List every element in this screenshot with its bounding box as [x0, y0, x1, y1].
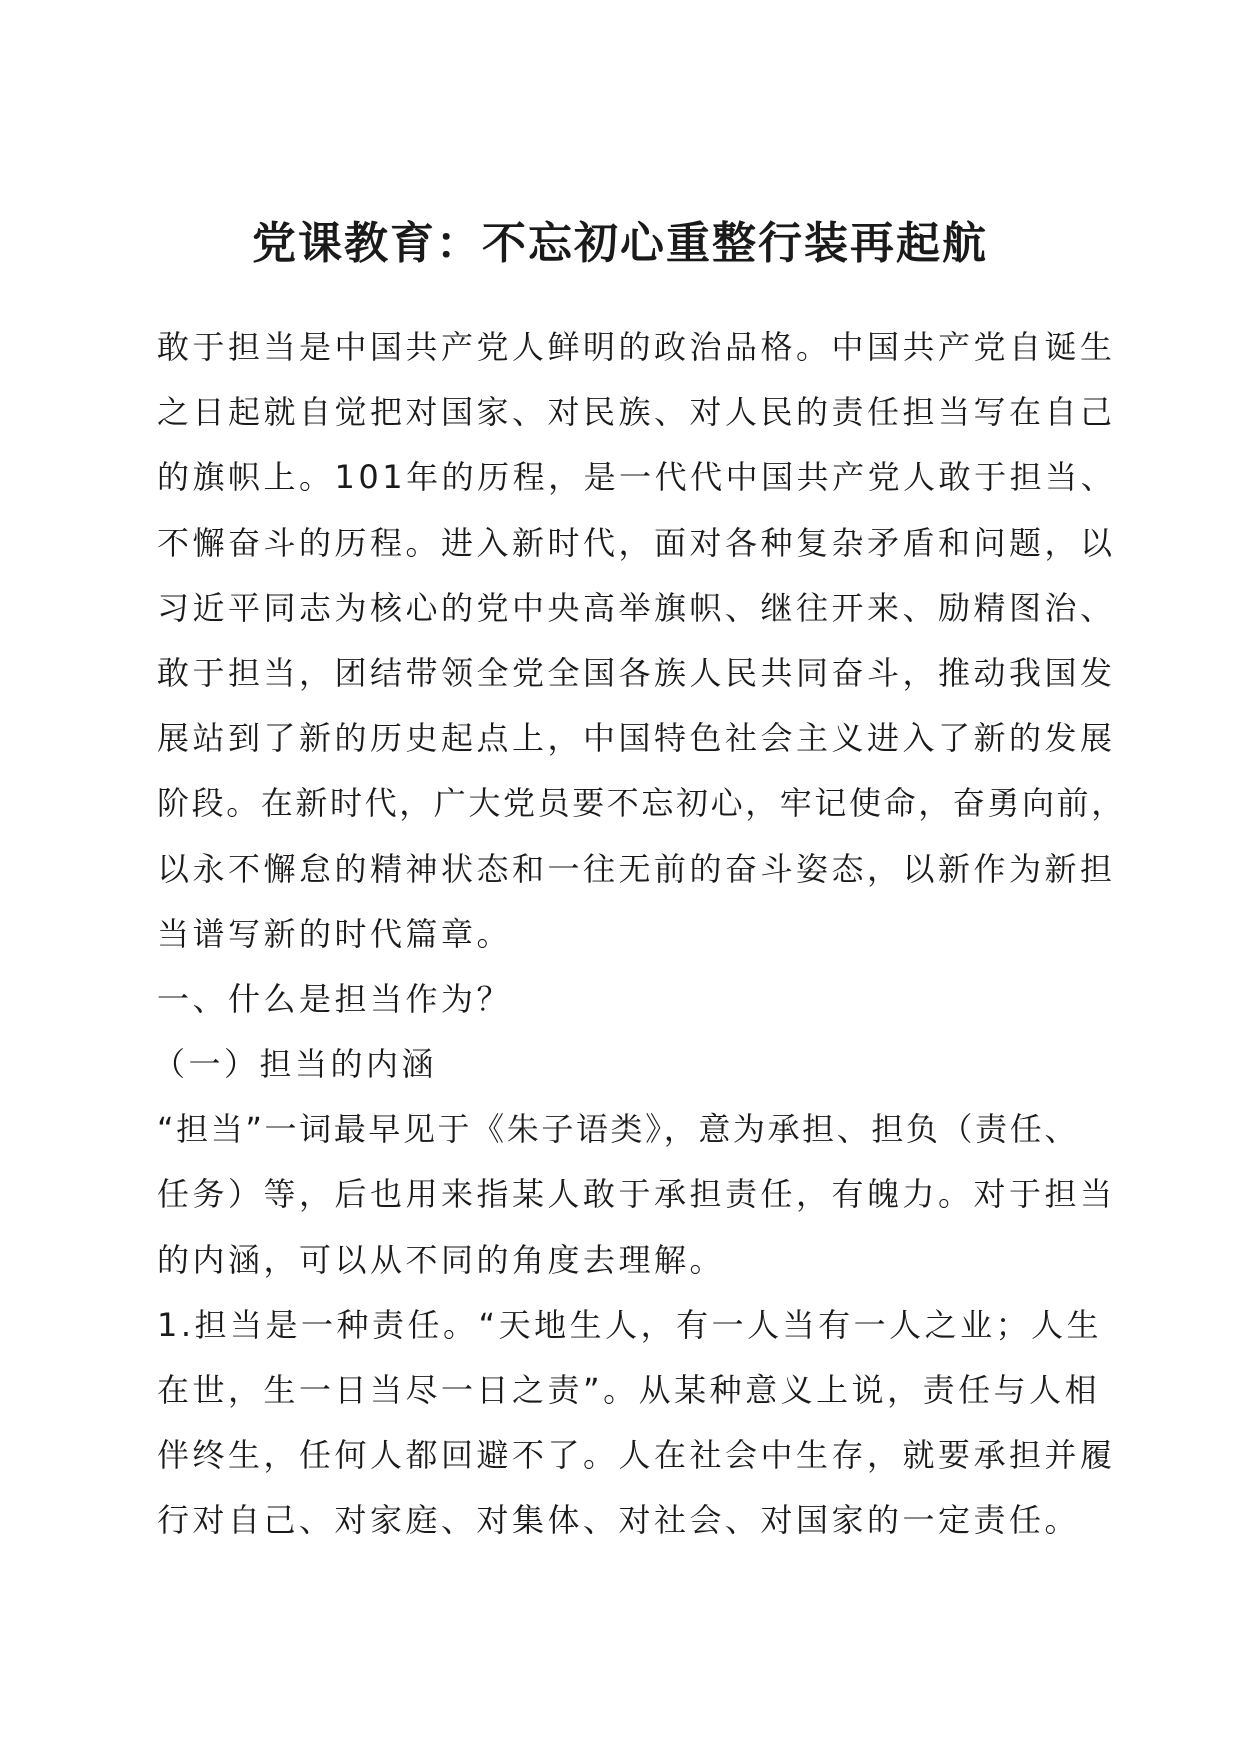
- subsection-heading: （一）担当的内涵: [153, 1045, 438, 1084]
- text-line: 之日起就自觉把对国家、对民族、对人民的责任担当写在自己: [157, 393, 1116, 432]
- text-line: 当谱写新的时代篇章。: [157, 914, 513, 953]
- document-body: [153, 315, 1126, 1554]
- text-line: 阶段。在新时代，广大党员要不忘初心，牢记使命，奋勇向前，: [157, 784, 1126, 823]
- text-line: 展站到了新的历史起点上，中国特色社会主义进入了新的发展: [157, 719, 1116, 758]
- text-line: 1.担当是一种责任。“天地生人，有一人当有一人之业；人生: [157, 1305, 1103, 1344]
- text-line: 伴终生，任何人都回避不了。人在社会中生存，就要承担并履: [157, 1436, 1116, 1475]
- text-line: 行对自己、对家庭、对集体、对社会、对国家的一定责任。: [157, 1501, 1081, 1540]
- text-line: 在世，生一日当尽一日之责”。从某种意义上说，责任与人相: [157, 1371, 1101, 1409]
- text-line: “担当”一词最早见于《朱子语类》，意为承担、担负（责任、: [157, 1110, 1079, 1149]
- document-title: 党课教育：不忘初心重整行装再起航: [252, 218, 988, 269]
- text-line: 敢于担当，团结带领全党全国各族人民共同奋斗，推动我国发: [157, 653, 1116, 692]
- text-line: 任务）等，后也用来指某人敢于承担责任，有魄力。对于担当: [157, 1175, 1116, 1214]
- text-line: 以永不懈怠的精神状态和一往无前的奋斗姿态，以新作为新担: [157, 849, 1116, 888]
- section-heading: 一、什么是担当作为？: [157, 979, 513, 1018]
- text-line: 不懈奋斗的历程。进入新时代，面对各种复杂矛盾和问题，以: [157, 523, 1116, 562]
- text-line: 敢于担当是中国共产党人鲜明的政治品格。中国共产党自诞生: [157, 328, 1116, 366]
- text-line: 的内涵，可以从不同的角度去理解。: [157, 1240, 726, 1279]
- text-line: 习近平同志为核心的党中央高举旗帜、继往开来、励精图治、: [157, 588, 1116, 627]
- text-line: 的旗帜上。101年的历程，是一代代中国共产党人敢于担当、: [157, 458, 1117, 497]
